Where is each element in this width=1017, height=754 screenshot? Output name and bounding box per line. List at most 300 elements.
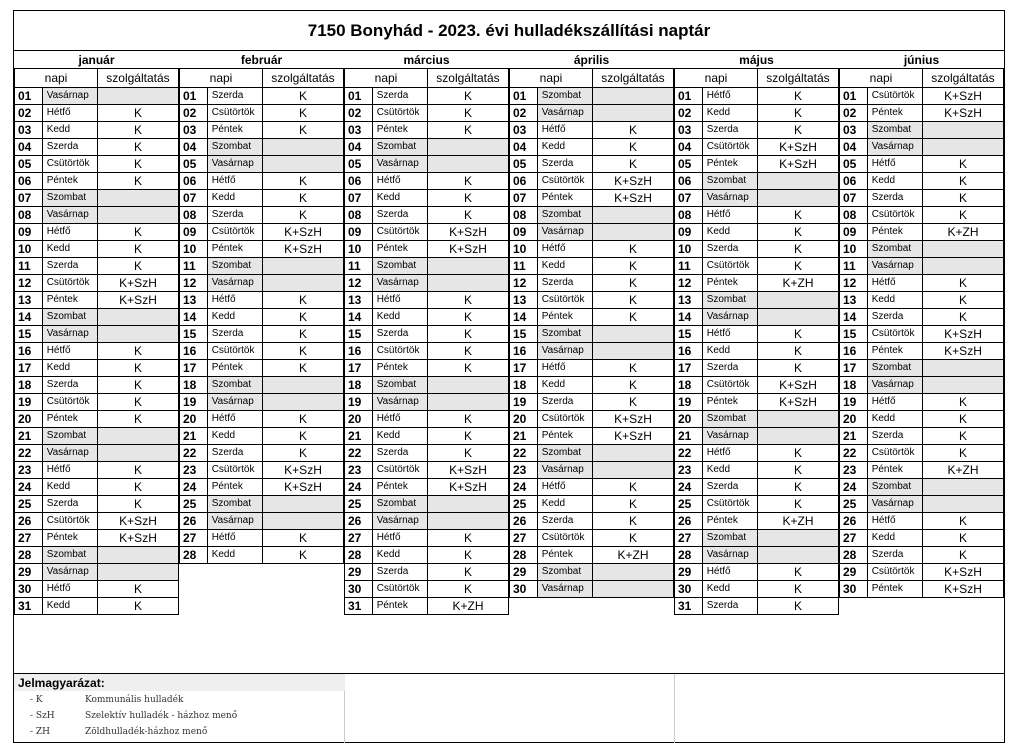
service-code: K+SzH	[779, 140, 817, 154]
service-code	[263, 156, 343, 172]
weekday: Hétfő	[703, 326, 758, 342]
weekday: Csütörtök	[43, 156, 98, 172]
day-number: 06	[345, 173, 373, 189]
weekday: Csütörtök	[538, 292, 593, 308]
header-day: napi	[345, 69, 428, 87]
weekday: Péntek	[538, 547, 593, 563]
weekday: Csütörtök	[208, 343, 263, 359]
service-code: K	[299, 310, 308, 324]
legend-text: Kommunális hulladék	[85, 695, 184, 705]
table-row	[345, 275, 508, 292]
weekday: Hétfő	[538, 479, 593, 495]
day-number: 14	[510, 309, 538, 325]
service-code: K	[299, 89, 308, 103]
table-row	[15, 411, 178, 428]
day-number: 22	[510, 445, 538, 461]
table-row	[15, 360, 178, 377]
day-number: 11	[345, 258, 373, 274]
weekday: Szerda	[868, 309, 923, 325]
day-number: 18	[345, 377, 373, 393]
weekday: Csütörtök	[868, 88, 923, 104]
page-title: 7150 Bonyhád - 2023. évi hulladékszállítási naptár	[14, 11, 1004, 51]
service-code: K	[134, 378, 143, 392]
day-number: 29	[510, 564, 538, 580]
weekday: Csütörtök	[43, 513, 98, 529]
table-row	[840, 275, 1003, 292]
service-code: K	[134, 157, 143, 171]
day-number: 12	[510, 275, 538, 291]
table-row	[345, 326, 508, 343]
service-code: K	[959, 174, 968, 188]
weekday: Vasárnap	[43, 88, 98, 104]
table-row	[15, 377, 178, 394]
table-row	[675, 122, 838, 139]
weekday: Kedd	[208, 309, 263, 325]
service-code: K	[134, 174, 143, 188]
legend-cell	[14, 674, 345, 743]
day-number: 30	[840, 581, 868, 597]
day-number: 03	[180, 122, 208, 138]
day-number: 10	[510, 241, 538, 257]
service-code: K	[794, 361, 803, 375]
table-row	[180, 428, 343, 445]
header-service: szolgáltatás	[271, 71, 335, 85]
service-code	[263, 275, 343, 291]
weekday: Kedd	[538, 139, 593, 155]
service-code	[98, 88, 178, 104]
weekday: Csütörtök	[373, 224, 428, 240]
weekday: Vasárnap	[373, 156, 428, 172]
weekday: Hétfő	[538, 122, 593, 138]
service-code: K	[629, 276, 638, 290]
table-row	[345, 377, 508, 394]
day-number: 07	[675, 190, 703, 206]
table-row	[675, 224, 838, 241]
weekday: Kedd	[703, 105, 758, 121]
weekday: Szombat	[43, 309, 98, 325]
table-row	[15, 496, 178, 513]
day-number: 18	[510, 377, 538, 393]
service-code	[98, 564, 178, 580]
table-row	[510, 547, 673, 564]
weekday: Szombat	[868, 360, 923, 376]
day-number: 03	[510, 122, 538, 138]
weekday: Péntek	[373, 360, 428, 376]
table-row	[15, 598, 178, 615]
day-number: 09	[510, 224, 538, 240]
day-number: 04	[675, 139, 703, 155]
day-number: 10	[840, 241, 868, 257]
table-row	[675, 207, 838, 224]
table-row	[675, 394, 838, 411]
table-row	[345, 547, 508, 564]
weekday: Szerda	[373, 326, 428, 342]
legend-text: Szelektív hulladék - házhoz menő	[85, 711, 238, 721]
month-name: február	[179, 52, 344, 69]
table-row	[180, 326, 343, 343]
weekday: Szombat	[703, 292, 758, 308]
table-row	[675, 496, 838, 513]
service-code: K	[629, 378, 638, 392]
day-number: 18	[15, 377, 43, 393]
service-code	[263, 139, 343, 155]
weekday: Szombat	[868, 122, 923, 138]
service-code	[98, 309, 178, 325]
day-number: 07	[345, 190, 373, 206]
service-code: K	[134, 582, 143, 596]
service-code: K+SzH	[779, 378, 817, 392]
table-row	[15, 394, 178, 411]
day-number: 20	[675, 411, 703, 427]
service-code: K	[134, 344, 143, 358]
table-row	[510, 309, 673, 326]
service-code: K	[134, 412, 143, 426]
weekday: Kedd	[43, 241, 98, 257]
legend-code: - ZH	[30, 727, 51, 737]
day-number: 16	[345, 343, 373, 359]
month-table	[179, 69, 344, 564]
weekday: Hétfő	[43, 343, 98, 359]
table-row	[840, 462, 1003, 479]
service-code	[263, 496, 343, 512]
weekday: Vasárnap	[538, 343, 593, 359]
weekday: Hétfő	[868, 156, 923, 172]
day-number: 24	[675, 479, 703, 495]
service-code	[923, 122, 1003, 138]
weekday: Szombat	[703, 173, 758, 189]
weekday: Szerda	[373, 88, 428, 104]
weekday: Hétfő	[208, 173, 263, 189]
weekday: Hétfő	[703, 564, 758, 580]
service-code: K	[959, 208, 968, 222]
header-day: napi	[510, 69, 593, 87]
table-row	[510, 326, 673, 343]
weekday: Péntek	[868, 224, 923, 240]
day-number: 02	[510, 105, 538, 121]
weekday: Vasárnap	[868, 377, 923, 393]
weekday: Csütörtök	[538, 530, 593, 546]
service-code: K	[464, 344, 473, 358]
table-row	[345, 258, 508, 275]
day-number: 05	[840, 156, 868, 172]
weekday: Csütörtök	[703, 139, 758, 155]
day-number: 17	[840, 360, 868, 376]
service-code	[593, 88, 673, 104]
day-number: 24	[180, 479, 208, 495]
day-number: 08	[840, 207, 868, 223]
table-row	[840, 428, 1003, 445]
legend-item-k	[30, 695, 183, 705]
day-number: 13	[180, 292, 208, 308]
day-number: 23	[510, 462, 538, 478]
day-number: 01	[15, 88, 43, 104]
weekday: Péntek	[868, 581, 923, 597]
service-code	[428, 258, 508, 274]
day-number: 28	[180, 547, 208, 563]
table-row	[345, 360, 508, 377]
table-row	[675, 105, 838, 122]
weekday: Szombat	[208, 496, 263, 512]
service-code	[428, 394, 508, 410]
table-row	[180, 445, 343, 462]
table-row	[510, 513, 673, 530]
month-table	[674, 69, 839, 615]
month-column	[14, 52, 179, 615]
table-row	[345, 343, 508, 360]
table-row	[675, 88, 838, 105]
service-code: K+ZH	[947, 463, 979, 477]
table-row	[840, 360, 1003, 377]
weekday: Szombat	[373, 139, 428, 155]
service-code: K	[629, 480, 638, 494]
header-day: napi	[840, 69, 923, 87]
service-code: K	[464, 89, 473, 103]
table-row	[345, 122, 508, 139]
weekday: Hétfő	[43, 581, 98, 597]
service-code: K	[299, 531, 308, 545]
table-row	[345, 513, 508, 530]
day-number: 28	[840, 547, 868, 563]
service-code	[428, 496, 508, 512]
day-number: 05	[675, 156, 703, 172]
service-code: K	[794, 582, 803, 596]
table-row	[840, 190, 1003, 207]
weekday: Kedd	[208, 190, 263, 206]
day-number: 30	[675, 581, 703, 597]
service-code	[593, 224, 673, 240]
table-row	[345, 428, 508, 445]
service-code: K	[794, 344, 803, 358]
header-service: szolgáltatás	[931, 71, 995, 85]
weekday: Csütörtök	[43, 394, 98, 410]
table-row	[180, 190, 343, 207]
table-row	[15, 173, 178, 190]
day-number: 23	[840, 462, 868, 478]
service-code: K	[794, 463, 803, 477]
weekday: Szerda	[538, 513, 593, 529]
day-number: 24	[840, 479, 868, 495]
day-number: 21	[15, 428, 43, 444]
table-row	[675, 377, 838, 394]
weekday: Péntek	[703, 156, 758, 172]
weekday: Szombat	[373, 496, 428, 512]
service-code: K	[464, 446, 473, 460]
table-row	[840, 564, 1003, 581]
service-code: K	[299, 327, 308, 341]
day-number: 26	[345, 513, 373, 529]
weekday: Vasárnap	[43, 445, 98, 461]
table-row	[840, 377, 1003, 394]
service-code	[758, 428, 838, 444]
table-row	[15, 513, 178, 530]
table-row	[675, 479, 838, 496]
table-row	[345, 292, 508, 309]
service-code	[923, 241, 1003, 257]
table-row	[840, 513, 1003, 530]
day-number: 20	[15, 411, 43, 427]
service-code: K	[299, 174, 308, 188]
table-row	[15, 156, 178, 173]
service-code: K	[464, 123, 473, 137]
table-row	[345, 598, 508, 615]
day-number: 26	[15, 513, 43, 529]
weekday: Hétfő	[208, 411, 263, 427]
day-number: 24	[510, 479, 538, 495]
service-code: K	[794, 480, 803, 494]
service-code: K	[299, 344, 308, 358]
weekday: Vasárnap	[868, 258, 923, 274]
weekday: Péntek	[43, 292, 98, 308]
day-number: 01	[510, 88, 538, 104]
table-row	[840, 173, 1003, 190]
table-row	[180, 513, 343, 530]
service-code: K	[464, 582, 473, 596]
weekday: Kedd	[373, 547, 428, 563]
service-code	[263, 394, 343, 410]
table-row	[15, 445, 178, 462]
table-row	[510, 241, 673, 258]
day-number: 23	[180, 462, 208, 478]
table-row	[180, 207, 343, 224]
table-row	[345, 564, 508, 581]
table-row	[345, 394, 508, 411]
table-row	[180, 105, 343, 122]
weekday: Kedd	[703, 581, 758, 597]
day-number: 04	[15, 139, 43, 155]
day-number: 09	[180, 224, 208, 240]
day-number: 09	[675, 224, 703, 240]
table-row	[840, 530, 1003, 547]
weekday: Péntek	[208, 122, 263, 138]
day-number: 10	[345, 241, 373, 257]
service-code: K+ZH	[617, 548, 649, 562]
day-number: 30	[510, 581, 538, 597]
legend-text: Zöldhulladék-házhoz menő	[85, 727, 208, 737]
weekday: Szombat	[868, 241, 923, 257]
day-number: 26	[840, 513, 868, 529]
day-number: 25	[180, 496, 208, 512]
service-code: K	[629, 123, 638, 137]
day-number: 11	[180, 258, 208, 274]
table-row	[675, 343, 838, 360]
day-number: 12	[675, 275, 703, 291]
table-row	[840, 241, 1003, 258]
header-day: napi	[15, 69, 98, 87]
column-header-row	[510, 69, 673, 88]
service-code: K	[464, 293, 473, 307]
weekday: Csütörtök	[868, 326, 923, 342]
weekday: Csütörtök	[208, 224, 263, 240]
service-code: K+SzH	[614, 191, 652, 205]
weekday: Kedd	[43, 122, 98, 138]
service-code: K	[464, 548, 473, 562]
weekday: Hétfő	[538, 360, 593, 376]
service-code: K	[134, 361, 143, 375]
day-number: 22	[675, 445, 703, 461]
day-number: 18	[180, 377, 208, 393]
weekday: Kedd	[868, 530, 923, 546]
weekday: Szerda	[43, 377, 98, 393]
service-code: K+SzH	[944, 327, 982, 341]
table-row	[675, 326, 838, 343]
day-number: 17	[180, 360, 208, 376]
table-row	[180, 479, 343, 496]
day-number: 15	[180, 326, 208, 342]
table-row	[180, 309, 343, 326]
service-code: K	[299, 123, 308, 137]
weekday: Vasárnap	[373, 275, 428, 291]
service-code: K	[629, 242, 638, 256]
weekday: Péntek	[868, 343, 923, 359]
table-row	[180, 360, 343, 377]
table-row	[840, 207, 1003, 224]
weekday: Hétfő	[208, 530, 263, 546]
day-number: 29	[345, 564, 373, 580]
day-number: 07	[510, 190, 538, 206]
day-number: 08	[345, 207, 373, 223]
day-number: 12	[840, 275, 868, 291]
weekday: Szerda	[43, 258, 98, 274]
day-number: 31	[675, 598, 703, 614]
service-code: K	[794, 259, 803, 273]
day-number: 02	[345, 105, 373, 121]
day-number: 22	[345, 445, 373, 461]
service-code: K	[299, 191, 308, 205]
table-row	[510, 564, 673, 581]
table-row	[180, 275, 343, 292]
table-row	[840, 292, 1003, 309]
weekday: Hétfő	[373, 292, 428, 308]
month-table	[14, 69, 179, 615]
weekday: Péntek	[208, 241, 263, 257]
service-code	[758, 173, 838, 189]
table-row	[345, 224, 508, 241]
day-number: 03	[15, 122, 43, 138]
weekday: Hétfő	[703, 445, 758, 461]
day-number: 07	[840, 190, 868, 206]
weekday: Szombat	[43, 190, 98, 206]
day-number: 23	[675, 462, 703, 478]
service-code	[98, 445, 178, 461]
table-row	[345, 88, 508, 105]
weekday: Vasárnap	[703, 309, 758, 325]
table-row	[180, 258, 343, 275]
weekday: Kedd	[538, 258, 593, 274]
header-service: szolgáltatás	[766, 71, 830, 85]
weekday: Szombat	[868, 479, 923, 495]
weekday: Szombat	[703, 530, 758, 546]
service-code	[428, 139, 508, 155]
table-row	[675, 428, 838, 445]
weekday: Vasárnap	[538, 105, 593, 121]
day-number: 28	[510, 547, 538, 563]
day-number: 19	[675, 394, 703, 410]
weekday: Szombat	[703, 411, 758, 427]
weekday: Péntek	[43, 411, 98, 427]
day-number: 04	[345, 139, 373, 155]
service-code: K+SzH	[119, 531, 157, 545]
weekday: Kedd	[208, 547, 263, 563]
service-code: K+SzH	[284, 225, 322, 239]
table-row	[840, 479, 1003, 496]
table-row	[180, 394, 343, 411]
table-row	[15, 326, 178, 343]
weekday: Csütörtök	[373, 581, 428, 597]
day-number: 15	[510, 326, 538, 342]
table-row	[675, 173, 838, 190]
service-code: K	[794, 123, 803, 137]
day-number: 31	[15, 598, 43, 614]
